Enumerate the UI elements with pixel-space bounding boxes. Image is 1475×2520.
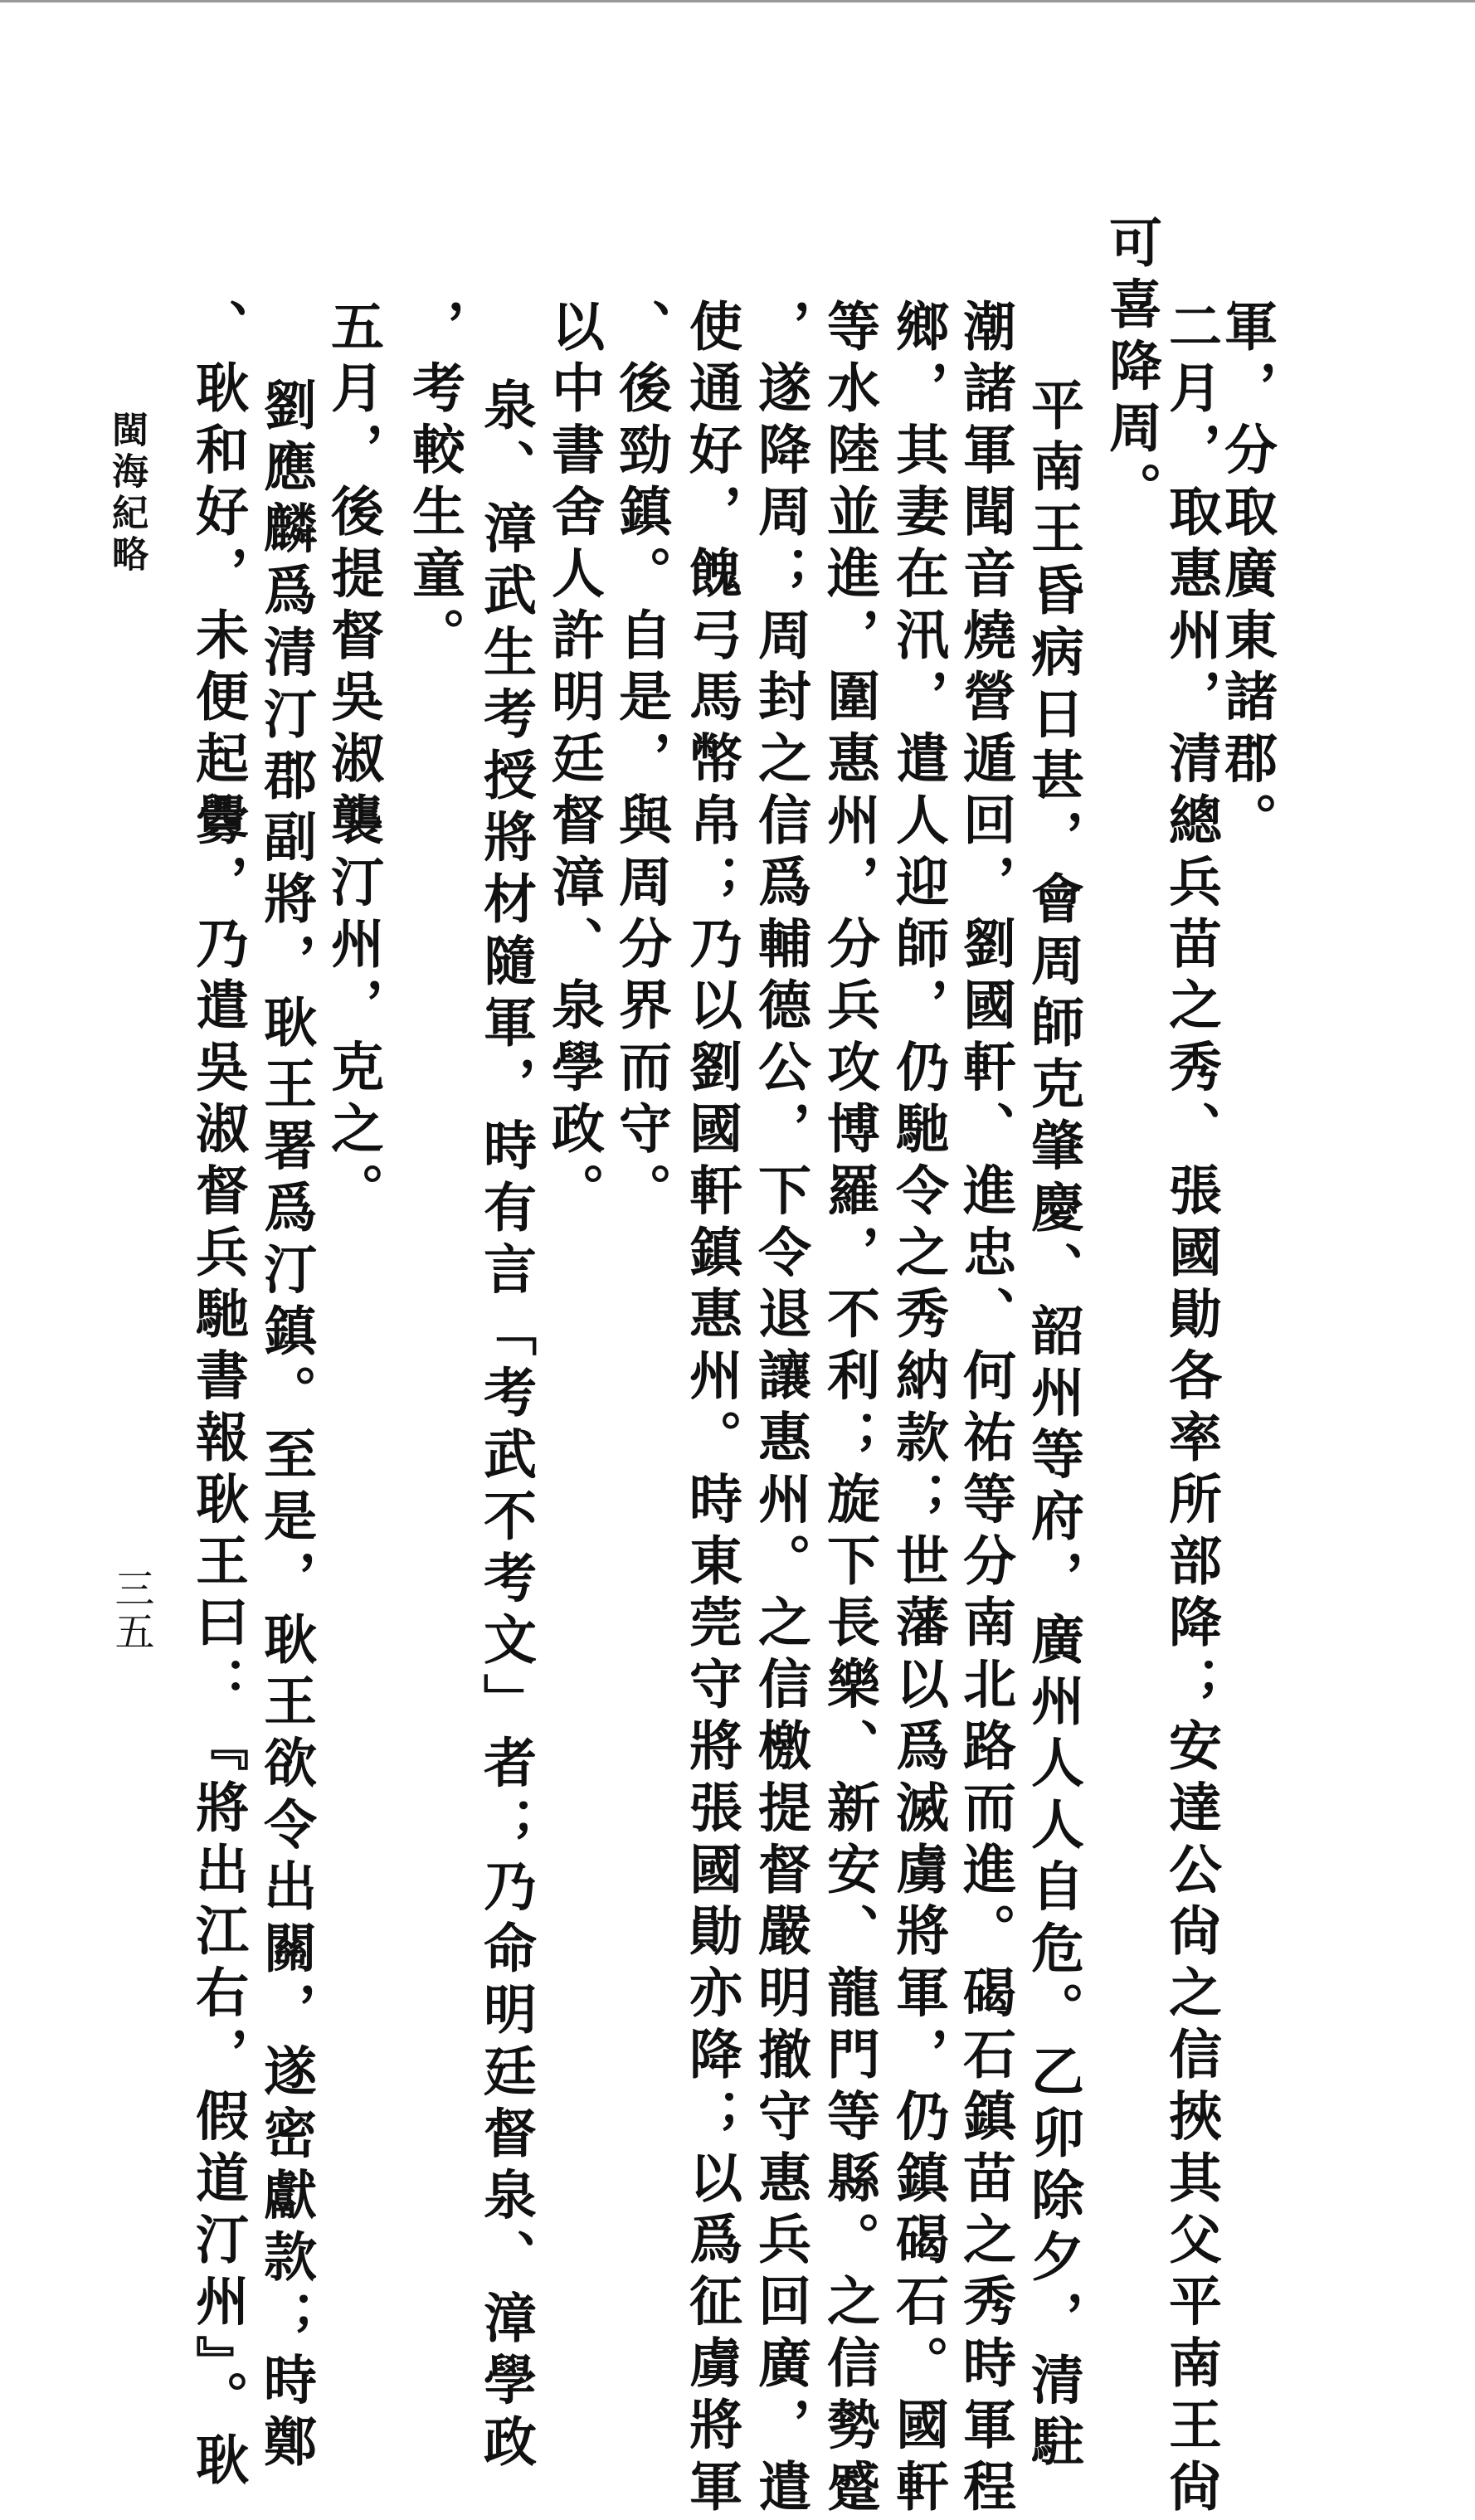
text-column: 平南王昏病日甚，會周師克肇慶、韶州等府，廣州人人自危。乙卯除夕，清駐 xyxy=(1022,377,1084,2476)
text-column: 軍，分取廣東諸郡。 xyxy=(1215,299,1278,854)
text-column: 潮諸軍聞音燒營遁回，劉國軒、進忠、何祐等分南北路而進。碣石鎮苗之秀時軍程 xyxy=(954,299,1016,2520)
text-column: 鄉，其妻在汛，遣人迎師，仍馳令之秀納款；世藩以爲滅虜將軍，仍鎮碣石。國軒 xyxy=(887,299,949,2520)
text-column: 劉應麟爲清汀郡副將，耿王署爲汀鎮。至是，耿王欲令出關，遂密獻款；時鄭 xyxy=(255,377,317,2476)
top-rule xyxy=(0,0,1475,2)
page-number: 三五 xyxy=(108,1568,154,1654)
text-column: ，遂降周；周封之信爲輔德公，下令退讓惠州。之信檄提督嚴明撤守惠兵回廣，遣 xyxy=(749,299,811,2520)
text-column: 五月，後提督吳淑襲汀州，克之。 xyxy=(322,299,384,1224)
text-column: 使通好，餽弓馬幣帛；乃以劉國軒鎮惠州。時東莞守將張國勛亦降；以爲征虜將軍 xyxy=(680,299,742,2520)
text-column: 、後勁鎮。自是，與周分界而守。 xyxy=(610,299,672,1224)
text-column: 二月，取惠州，清總兵苗之秀、張國勛各率所部降；安達公尙之信挾其父平南王尙 xyxy=(1160,299,1222,2520)
text-column: 以中書舍人許明廷督漳、泉學政。 xyxy=(543,299,605,1224)
text-column: 可喜降周。 xyxy=(1100,215,1162,523)
running-header: 閩海紀略 xyxy=(105,411,148,576)
text-column: 等水陸並進，圍惠州，分兵攻博羅，不利；旋下長樂、新安、龍門等縣。之信勢蹙 xyxy=(818,299,880,2520)
text-column: 、耿和好，未便起釁，乃遣吳淑督兵馳書報耿王曰：『將出江右，假道汀州』。耿 xyxy=(187,299,249,2494)
text-column: 泉、漳武生考授將材隨軍，時有言「考武不考文」者；乃命明廷督泉、漳學政 xyxy=(475,377,537,2476)
text-column: ，考較生童。 xyxy=(403,299,465,669)
